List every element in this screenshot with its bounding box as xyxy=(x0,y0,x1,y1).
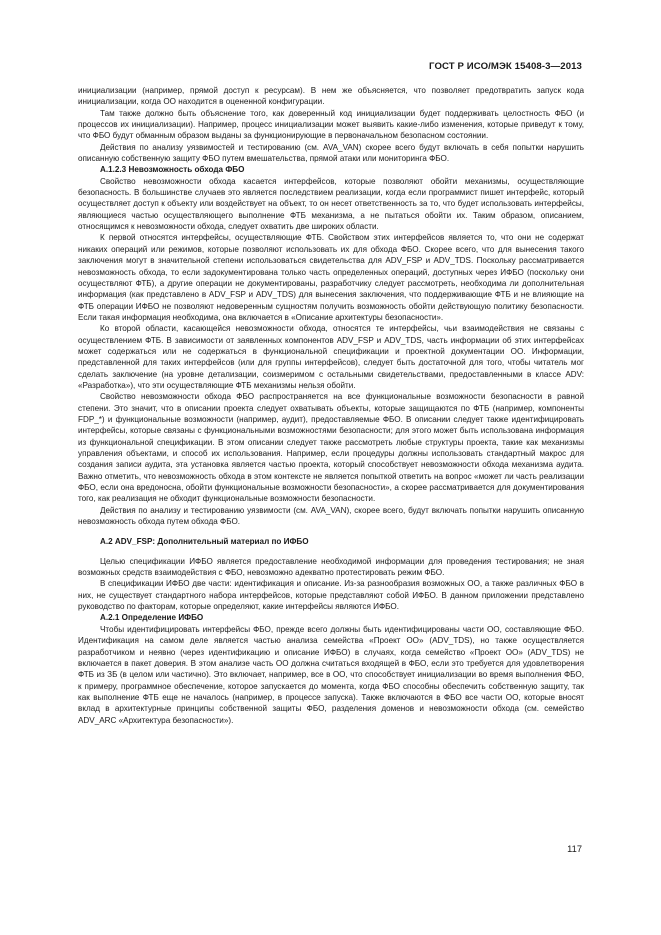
paragraph: Свойство невозможности обхода касается интерфейсов, которые позволяют обойти механизмы, осуществляющие безопасность. В большинстве случаев это является последствием реализации, когда если программист пишет интерфейс, который осуществляет доступ к объекту или воздействует на объект, то он несет ответственность за то, что будет использовать интерфейсы, являющиеся частью осуществляющего выполнение ФТБ механизма, а не пытаться обойти их. Таким образом, описанием, относящимся к невозможности обхода, следует охватить две широких области. xyxy=(78,176,584,232)
section-heading: А.2 ADV_FSP: Дополнительный материал по ИФБО xyxy=(100,537,309,547)
paragraph: Действия по анализу и тестированию уязвимости (см. AVA_VAN), скорее всего, будут включать попытки нарушить описанную невозможность обхода путем обхода ФБО. xyxy=(78,505,584,527)
paragraph: Свойство невозможности обхода ФБО распространяется на все функциональные возможности безопасности в равной степени. Это значит, что в описании проекта следует охватывать объекты, которые защищаются по ФТБ (например, компоненты FDP_*) и функциональные возможности (например, аудит), предоставляемые ФБО. В описании следует также идентифицировать интерфейсы, которые связаны с функциональными возможностями безопасности; для этого может быть использована информация из функциональной спецификации. В этом описании следует также рассмотреть любые структуры проекта, такие как механизмы управления объектами, и способ их использования. Например, если процедуры должны использовать стандартный макрос для создания записи аудита, эта установка является частью проекта, который способствует невозможности обхода механизма аудита. Важно отметить, что невозможность обхода в этом контексте не является попыткой ответить на вопрос «может ли часть реализации ФБО, если она вредоносна, обойти функциональные возможности безопасности», а скорее рассматривается для документирования того, как реализация не обходит функциональные возможности безопасности. xyxy=(78,392,584,504)
paragraph: Чтобы идентифицировать интерфейсы ФБО, прежде всего должны быть идентифицированы части ОО, составляющие ФБО. Идентификация на самом деле является частью анализа семейства «Проект ОО» (ADV_TDS), но также осуществляется разработчиком и неявно (через идентификацию и описание ИФБО) в случаях, когда семейство «Проект ОО» (ADV_TDS) не включается в пакет доверия. В этом анализе часть ОО должна считаться входящей в ФБО, если это требуется для удовлетворения ФТБ из ЗБ (в целом или частично). Это включает, например, все в ОО, что способствует инициализации во время выполнения ФБО, к примеру, программное обеспечение, которое запускается до момента, когда ФБО способны обеспечить собственную защиту, так как выполнение ФТБ еще не началось (например, в процессе запуска). Также включаются в ФБО все части ОО, которые вносят вклад в архитектурные принципы собственной защиты ФБО, разделения доменов и невозможности обхода (см. семейство ADV_ARC «Архитектура безопасности»). xyxy=(78,624,584,725)
paragraph: инициализации (например, прямой доступ к ресурсам). В нем же объясняется, что позволяет предотвратить запуск кода инициализации, когда ОО находится в оцененной конфигурации. xyxy=(78,86,584,107)
standard-header: ГОСТ Р ИСО/МЭК 15408-3—2013 xyxy=(429,61,582,72)
paragraph: В спецификации ИФБО две части: идентификация и описание. Из-за разнообразия возможных ОО, а также различных ФБО в них, не существует стандартного набора интерфейсов, которые представляют собой ИФБО. В данном приложении представлено руководство по факторам, которые определяют, какие интерфейсы являются ИФБО. xyxy=(78,579,584,612)
paragraph: Ко второй области, касающейся невозможности обхода, относятся те интерфейсы, чьи взаимодействия не связаны с осуществлением ФТБ. В зависимости от заявленных компонентов ADV_FSP и ADV_TDS, часть информации об этих интерфейсах может содержаться или не содержаться в функциональной спецификации и проектной документации ОО. Информации, представленной для таких интерфейсов (или для группы интерфейсов), следует быть достаточной для того, чтобы читатель мог сделать заключение (на уровне детализации, соизмеримом с остальными свидетельствами, предоставленными в классе ADV: «Разработка»), что эти осуществляющие ФТБ механизмы нельзя обойти. xyxy=(78,324,584,390)
subsection-heading: А.1.2.3 Невозможность обхода ФБО xyxy=(100,165,245,175)
document-body xyxy=(78,85,584,726)
page-number: 117 xyxy=(567,844,582,854)
paragraph: Целью спецификации ИФБО является предоставление необходимой информации для проведения тестирования; не зная возможных средств взаимодействия с ФБО, невозможно адекватно протестировать режим ФБО. xyxy=(78,556,584,578)
paragraph: К первой относятся интерфейсы, осуществляющие ФТБ. Свойством этих интерфейсов является то, что они не содержат никаких операций или режимов, которые позволяют использовать их для обхода ФБО. Скорее всего, что для вынесения такого заключения могут в значительной степени использоваться свидетельства для ADV_FSP и ADV_TDS. Поскольку рассматривается невозможность обхода, то если задокументирована только часть определенных операций, доступных через ИФБО (поскольку они осуществляют ФТБ), а другие операции не документированы, разработчику следует рассмотреть, необходима ли дополнительная информация (как представлено в ADV_FSP и ADV_TDS) для вынесения заключения, что поддерживающие ФТБ и не влияющие на ФТБ операции ИФБО не позволяют недоверенным сущностям получить возможность обойти действующую политику безопасности. Если такая информация необходима, она включается в «Описание архитектуры безопасности». xyxy=(78,233,584,322)
paragraph: Действия по анализу уязвимостей и тестированию (см. AVA_VAN) скорее всего будут включать в себя попытки нарушить описанную собственную защиту ФБО путем вмешательства, прямой атаки или мониторинга ФБО. xyxy=(78,142,584,164)
subsection-heading: А.2.1 Определение ИФБО xyxy=(100,613,204,623)
paragraph: Там также должно быть объяснение того, как доверенный код инициализации будет поддерживать целостность ФБО (и процессов их инициализации). Например, процесс инициализации может выявить какие-либо изменения, которые приведут к тому, что ФБО будут обманным образом выданы за функционирующие в первоначальном безопасном состоянии. xyxy=(78,108,584,141)
